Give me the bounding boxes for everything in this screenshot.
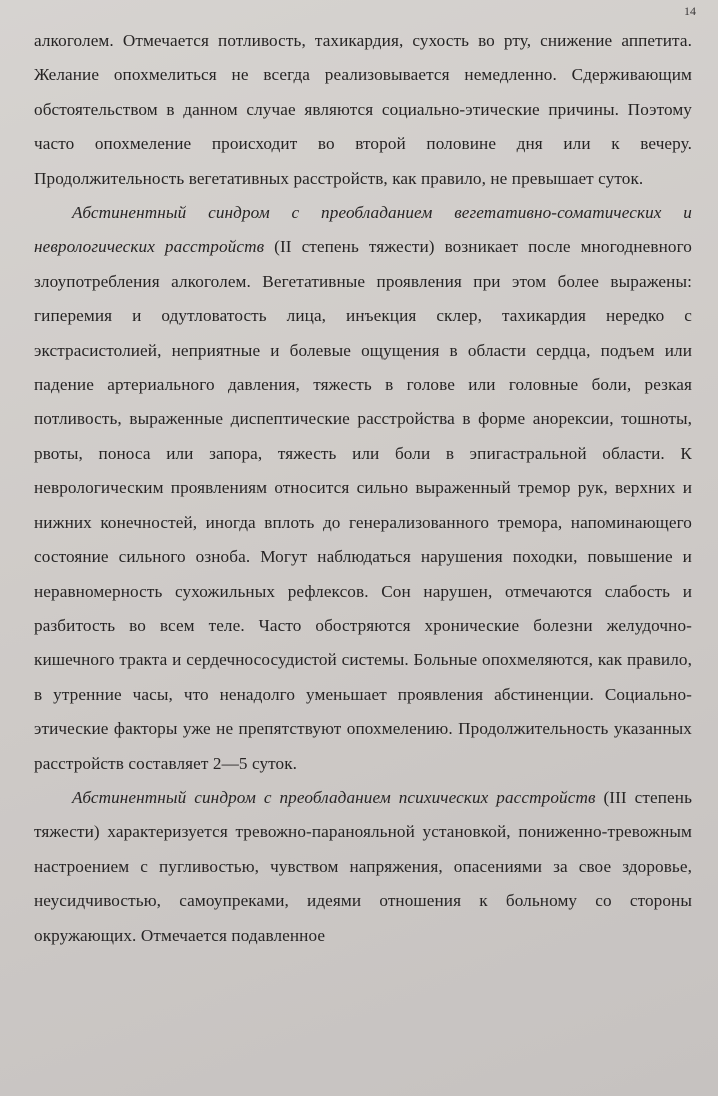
paragraph-3-italic-lead: Абстинентный синдром с преобладанием психических расстройств	[72, 787, 596, 807]
paragraph-3-text: (III степень тяжести) характеризуется тревожно-паранояльной установкой, пониженно-тревожным настроением с пугливостью, чувством напряжения, опасениями за свое здоровье, неусидчивостью, самоупреками, идеями отношения к больному со стороны окружающих. Отмечается подавленное	[34, 787, 693, 945]
paragraph-2-italic-lead: Абстинентный синдром с преобладанием вегетативно-соматических и неврологических расстройств	[34, 203, 692, 257]
paragraph-1-text: алкоголем. Отмечается потливость, тахикардия, сухость во рту, снижение аппетита. Желание опохмелиться не всегда реализовывается немедленно. Сдерживающим обстоятельством в данном случае являются социально-этические причины. Поэтому часто опохмеление происходит во второй половине дня или к вечеру. Продолжительность вегетативных расстройств, как правило, не превышает суток.	[34, 31, 692, 188]
page-number: 14	[684, 4, 696, 18]
paragraph-2	[34, 196, 692, 781]
body-text	[34, 24, 692, 953]
paragraph-3	[34, 781, 692, 953]
paragraph-1	[34, 24, 692, 196]
paragraph-2-text: (II степень тяжести) возникает после многодневного злоупотребления алкоголем. Вегетативные проявления при этом более выражены: гиперемия и одутловатость лица, инъекция склер, тахикардия нередко с экстрасистолией, неприятные и болевые ощущения в области сердца, подъем или падение артериального давления, тяжесть в голове или головные боли, резкая потливость, выраженные диспептические расстройства в форме анорексии, тошноты, рвоты, поноса или запора, тяжесть или боли в эпигастральной области. К неврологическим проявлениям относится сильно выраженный тремор рук, верхних и нижних конечностей, иногда вплоть до генерализованного тремора, напоминающего состояние сильного озноба. Могут наблюдаться нарушения походки, повышение и неравномерность сухожильных рефлексов. Сон нарушен, отмечаются слабость и разбитость во всем теле. Часто обостряются хронические болезни желудочно-кишечного тракта и сердечнососудистой системы. Больные опохмеляются, как правило, в утренние часы, что ненадолго уменьшает проявления абстиненции. Социально-этические факторы уже не препятствуют опохмелению. Продолжительность указанных расстройств составляет 2—5 суток.	[34, 237, 692, 773]
